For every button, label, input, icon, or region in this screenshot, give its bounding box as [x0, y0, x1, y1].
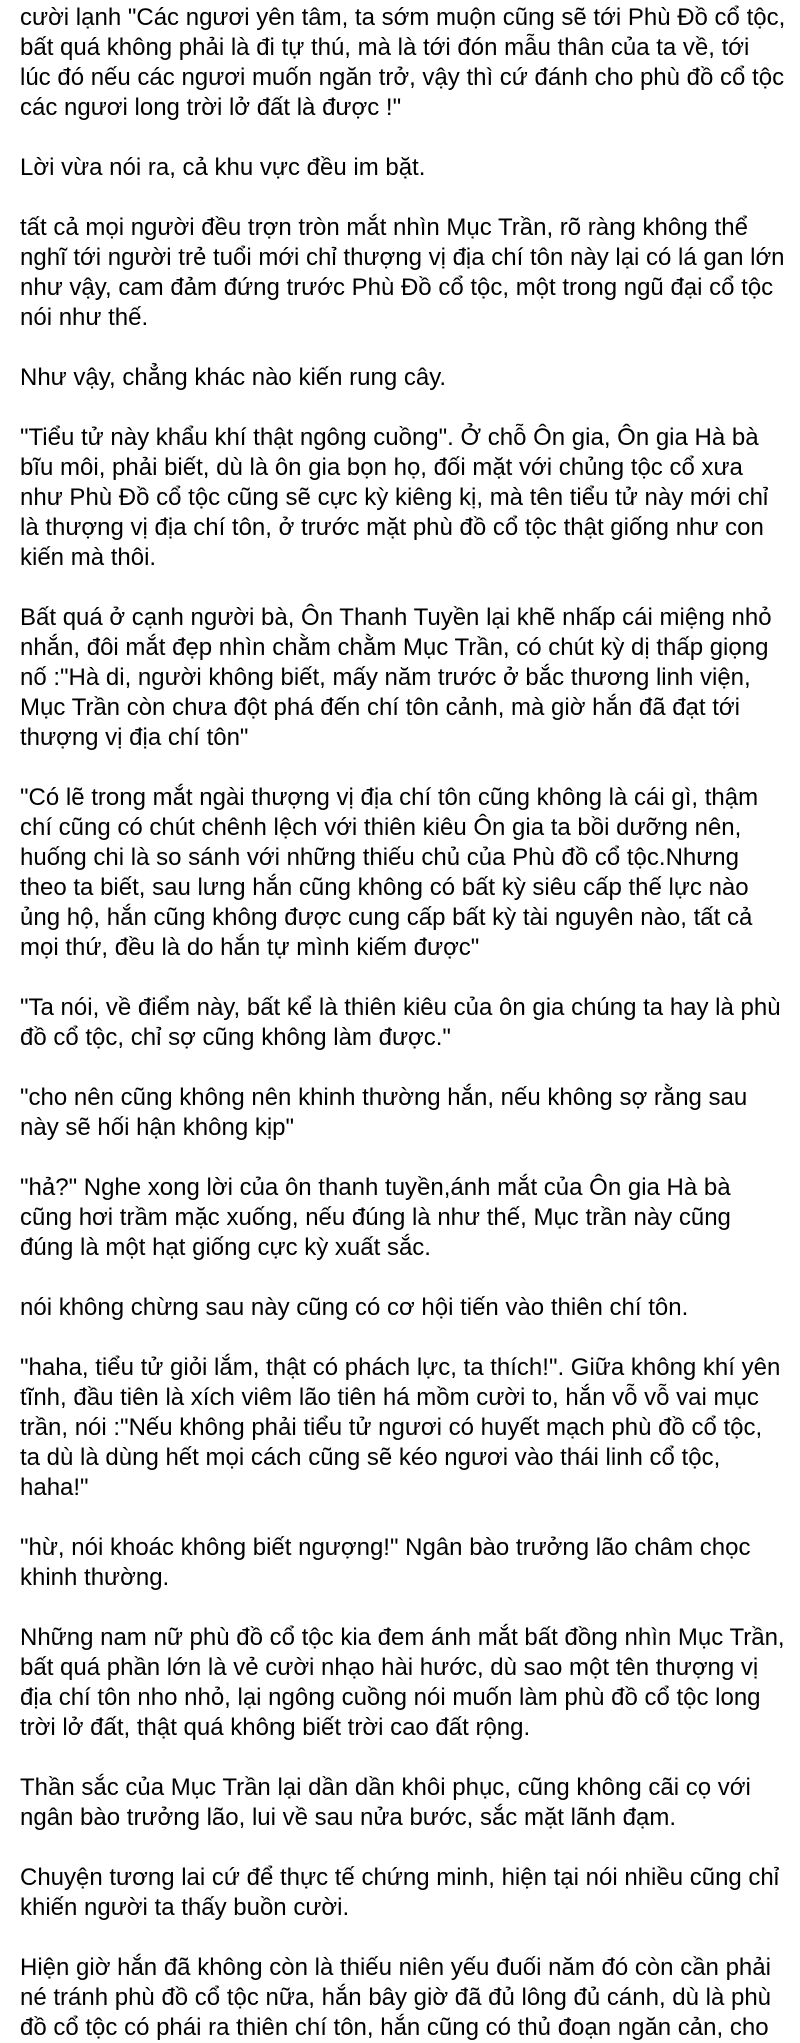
text-line: "hừ, nói khoác không biết ngượng!" Ngân bào trưởng lão châm chọc — [20, 1534, 751, 1561]
text-line: bất quá không phải là đi tự thú, mà là tới đón mẫu thân của ta về, tới — [20, 34, 750, 61]
text-line: ngân bào trưởng lão, lui về sau nửa bước, sắc mặt lãnh đạm. — [20, 1804, 677, 1831]
text-line: nố :"Hà di, người không biết, mấy năm trước ở bắc thương linh viện, — [20, 664, 751, 691]
text-line: theo ta biết, sau lưng hắn cũng không có bất kỳ siêu cấp thế lực nào — [20, 874, 749, 901]
text-line: nói như thế. — [20, 304, 149, 331]
text-line: nói không chừng sau này cũng có cơ hội tiến vào thiên chí tôn. — [20, 1294, 689, 1321]
text-line: Thần sắc của Mục Trần lại dần dần khôi phục, cũng không cãi cọ với — [20, 1774, 751, 1801]
text-line: ta dù là dùng hết mọi cách cũng sẽ kéo ngươi vào thái linh cổ tộc, — [20, 1444, 721, 1471]
text-line: né tránh phù đồ cổ tộc nữa, hắn bây giờ đã đủ lông đủ cánh, dù là phù — [20, 1984, 772, 2011]
paragraph — [20, 1173, 780, 1263]
text-line: Lời vừa nói ra, cả khu vực đều im bặt. — [20, 154, 426, 181]
paragraph — [20, 783, 780, 963]
text-line: cũng hơi trầm mặc xuống, nếu đúng là như thế, Mục trần này cũng — [20, 1204, 731, 1231]
text-line: "haha, tiểu tử giỏi lắm, thật có phách lực, ta thích!". Giữa không khí yên — [20, 1354, 781, 1381]
text-line: khinh thường. — [20, 1564, 170, 1591]
text-line: lúc đó nếu các ngươi muốn ngăn trở, vậy thì cứ đánh cho phù đồ cổ tộc — [20, 64, 785, 91]
paragraph — [20, 993, 780, 1053]
text-line: thượng vị địa chí tôn" — [20, 724, 249, 751]
text-line: như Phù Đồ cổ tộc cũng sẽ cực kỳ kiêng kị, mà tên tiểu tử này mới chỉ — [20, 484, 769, 511]
text-line: khiến người ta thấy buồn cười. — [20, 1894, 350, 1921]
paragraph — [20, 1293, 780, 1323]
paragraph — [20, 1353, 780, 1503]
text-line: huống chi là so sánh với những thiếu chủ của Phù đồ cổ tộc.Nhưng — [20, 844, 740, 871]
text-line: Những nam nữ phù đồ cổ tộc kia đem ánh mắt bất đồng nhìn Mục Trần, — [20, 1624, 785, 1651]
text-line: này sẽ hối hận không kịp" — [20, 1114, 295, 1141]
paragraph — [20, 363, 780, 393]
paragraph — [20, 1083, 780, 1143]
text-line: Bất quá ở cạnh người bà, Ôn Thanh Tuyền lại khẽ nhấp cái miệng nhỏ — [20, 604, 772, 631]
text-line: "Tiểu tử này khẩu khí thật ngông cuồng". Ở chỗ Ôn gia, Ôn gia Hà bà — [20, 424, 759, 451]
text-line: trời lở đất, thật quá không biết trời cao đất rộng. — [20, 1714, 531, 1741]
text-line: là thượng vị địa chí tôn, ở trước mặt phù đồ cổ tộc thật giống như con — [20, 514, 764, 541]
text-line: bĩu môi, phải biết, dù là ôn gia bọn họ, đối mặt với chủng tộc cổ xưa — [20, 454, 743, 481]
text-line: "Có lẽ trong mắt ngài thượng vị địa chí tôn cũng không là cái gì, thậm — [20, 784, 759, 811]
text-line: địa chí tôn nho nhỏ, lại ngông cuồng nói muốn làm phù đồ cổ tộc long — [20, 1684, 761, 1711]
text-line: ủng hộ, hắn cũng không được cung cấp bất kỳ tài nguyên nào, tất cả — [20, 904, 753, 931]
paragraph — [20, 153, 780, 183]
story-text — [20, 3, 786, 2043]
text-line: nhắn, đôi mắt đẹp nhìn chằm chằm Mục Trần, có chút kỳ dị thấp giọng — [20, 634, 769, 661]
text-line: trần, nói :"Nếu không phải tiểu tử ngươi có huyết mạch phù đồ cổ tộc, — [20, 1414, 763, 1441]
text-line: Chuyện tương lai cứ để thực tế chứng minh, hiện tại nói nhiều cũng chỉ — [20, 1864, 780, 1891]
text-line: tất cả mọi người đều trợn tròn mắt nhìn Mục Trần, rõ ràng không thể — [20, 214, 748, 241]
text-line: như vậy, cam đảm đứng trước Phù Đồ cổ tộc, một trong ngũ đại cổ tộc — [20, 274, 774, 301]
text-line: đồ cổ tộc có phái ra thiên chí tôn, hắn cũng có thủ đoạn ngăn cản, cho — [20, 2014, 769, 2041]
text-line: các ngươi long trời lở đất là được !" — [20, 94, 402, 121]
text-line: đúng là một hạt giống cực kỳ xuất sắc. — [20, 1234, 431, 1261]
text-line: haha!" — [20, 1474, 89, 1501]
text-line: "hả?" Nghe xong lời của ôn thanh tuyền,ánh mắt của Ôn gia Hà bà — [20, 1174, 731, 1201]
text-line: mọi thứ, đều là do hắn tự mình kiếm được" — [20, 934, 480, 961]
text-line: cười lạnh "Các ngươi yên tâm, ta sớm muộn cũng sẽ tới Phù Đồ cổ tộc, — [20, 4, 786, 31]
paragraph — [20, 213, 785, 333]
paragraph — [20, 3, 786, 123]
paragraph — [20, 1533, 780, 1593]
text-line: nghĩ tới người trẻ tuổi mới chỉ thượng vị địa chí tôn này lại có lá gan lớn — [20, 244, 785, 271]
text-line: "Ta nói, về điểm này, bất kể là thiên kiêu của ôn gia chúng ta hay là phù — [20, 994, 781, 1021]
text-line: "cho nên cũng không nên khinh thường hắn, nếu không sợ rằng sau — [20, 1084, 748, 1111]
text-line: kiến mà thôi. — [20, 544, 157, 571]
paragraph — [20, 1863, 780, 1923]
paragraph — [20, 423, 780, 573]
paragraph — [20, 1953, 780, 2043]
paragraph — [20, 1623, 785, 1743]
text-line: chí cũng có chút chênh lệch với thiên kiêu Ôn gia ta bồi dưỡng nên, — [20, 814, 742, 841]
text-line: đồ cổ tộc, chỉ sợ cũng không làm được." — [20, 1024, 451, 1051]
text-line: Mục Trần còn chưa đột phá đến chí tôn cảnh, mà giờ hắn đã đạt tới — [20, 694, 740, 721]
text-line: Như vậy, chẳng khác nào kiến rung cây. — [20, 364, 447, 391]
text-line: bất quá phần lớn là vẻ cười nhạo hài hước, dù sao một tên thượng vị — [20, 1654, 759, 1681]
text-line: Hiện giờ hắn đã không còn là thiếu niên yếu đuối năm đó còn cần phải — [20, 1954, 771, 1981]
text-line: tĩnh, đầu tiên là xích viêm lão tiên há mồm cười to, hắn vỗ vỗ vai mục — [20, 1384, 759, 1411]
paragraph — [20, 603, 780, 753]
paragraph — [20, 1773, 780, 1833]
